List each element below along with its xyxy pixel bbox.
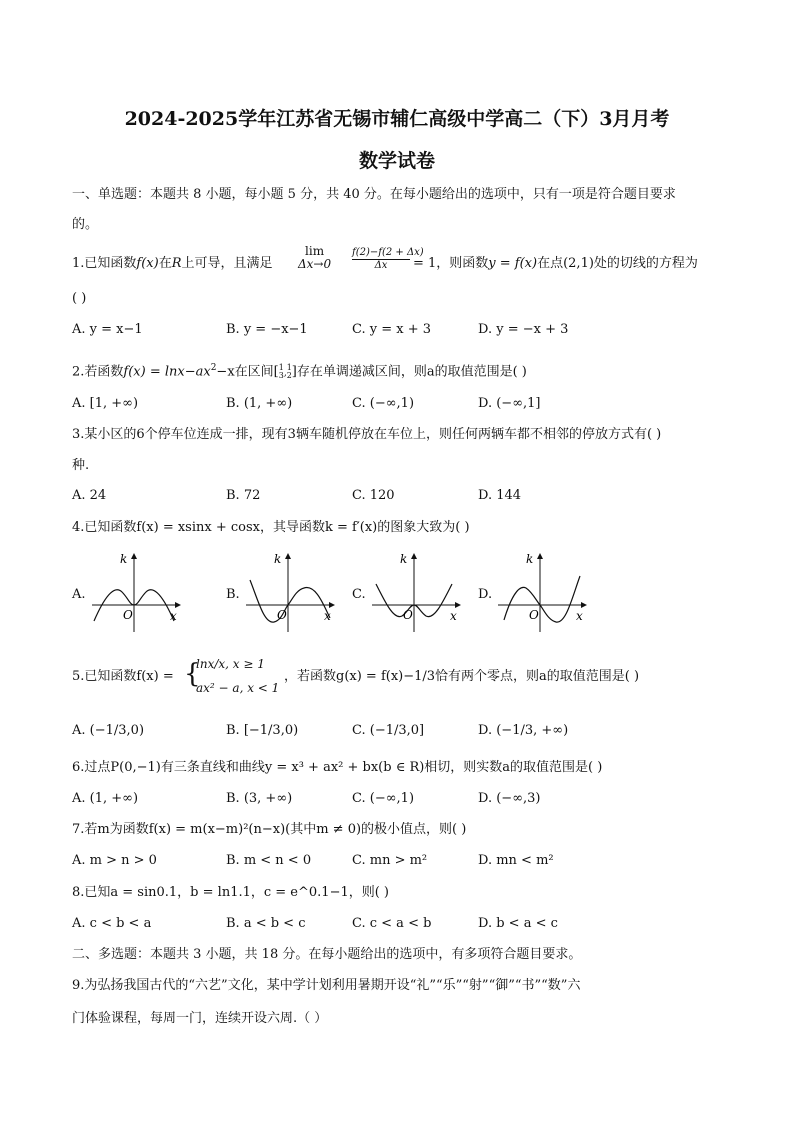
section1-heading-cont: 的。 [72,217,99,232]
q4-option-d-label: D. [478,587,493,602]
q2-option-d: D. (−∞,1] [478,396,541,411]
q8-option-a: A. c < b < a [72,916,152,931]
question-2: 2.若函数$f(x) = \ln x-ax^2-x$在区间[ 1 3 , 1 2 ]存在单调递减区间，则a的取值范围是( ) [72,362,527,380]
question-3: 3.某小区的6个停车位连成一排，现有3辆车随机停放在车位上，则任何两辆车都不相邻的停放方式有( ) [72,427,662,442]
question-9-cont: 门体验课程，每周一门，连续开设六周.（ ） [72,1011,328,1026]
q4-graph-c [370,548,466,634]
q4-graph-a [90,548,186,634]
q2-option-b: B. (1, +∞) [226,396,293,411]
q1-option-a: A. y = x−1 [72,322,143,337]
page-title: 2024-2025学年江苏省无锡市辅仁高级中学高二（下）3月月考 [124,108,670,130]
origin-label: O [403,608,413,622]
q3-option-c: C. 120 [352,488,395,503]
q4-option-b-label: B. [226,587,240,602]
q1-option-b: B. y = −x−1 [226,322,308,337]
question-3-cont: 种. [72,458,90,473]
origin-label: O [277,608,287,622]
q3-option-d: D. 144 [478,488,522,503]
q1-limit: lim Δx→0 [298,244,332,271]
question-4: 4.已知函数f(x) = xsinx + cosx，其导函数k = f′(x)的图象大致为( ) [72,520,470,535]
q5-case-1: lnx/x, x ≥ 1 [196,657,265,671]
q5-option-b: B. [−1/3,0) [226,723,299,738]
question-8: 8.已知a = sin0.1，b = ln1.1，c = e^0.1−1，则( ) [72,885,390,900]
axis-x-label: x [450,609,457,623]
q4-option-a-label: A. [72,587,86,602]
q8-option-b: B. a < b < c [226,916,306,931]
q7-option-a: A. m > n > 0 [72,853,157,868]
axis-k-label: k [120,552,128,566]
axis-x-label: x [170,609,177,623]
question-7: 7.若m为函数f(x) = m(x−m)²(n−x)(其中m ≠ 0)的极小值点，则( ) [72,822,467,837]
q1-fraction: f(2)−f(2 + Δx) Δx [352,247,424,271]
q4-graph-d [496,548,592,634]
origin-label: O [123,608,133,622]
q6-option-a: A. (1, +∞) [72,791,139,806]
section2-heading: 二、多选题：本题共 3 小题，共 18 分。在每小题给出的选项中，有多项符合题目要求。 [72,947,582,962]
axis-k-label: k [526,552,534,566]
q8-option-c: C. c < a < b [352,916,432,931]
page-subtitle: 数学试卷 [358,150,435,172]
q5-case-2: ax² − a, x < 1 [196,681,280,695]
q5-option-d: D. (−1/3, +∞) [478,723,569,738]
q2-option-a: A. [1, +∞) [72,396,139,411]
q5-tail: ，若函数g(x) = f(x)−1/3恰有两个零点，则a的取值范围是( ) [284,669,640,684]
axis-k-label: k [400,552,408,566]
q6-option-c: C. (−∞,1) [352,791,415,806]
q3-option-b: B. 72 [226,488,261,503]
q1-option-c: C. y = x + 3 [352,322,432,337]
q7-option-c: C. mn > m² [352,853,428,868]
q4-graph-b [244,548,340,634]
q3-option-a: A. 24 [72,488,107,503]
question-9: 9.为弘扬我国古代的“六艺”文化，某中学计划利用暑期开设“礼”“乐”“射”“御”“书”“数”六 [72,978,581,993]
section1-heading: 一、单选题：本题共 8 小题，每小题 5 分，共 40 分。在每小题给出的选项中，只有一项是符合题目要求 [72,187,676,202]
q6-option-b: B. (3, +∞) [226,791,293,806]
q5-option-a: A. (−1/3,0) [72,723,145,738]
q1-tail: = 1，则函数y = f(x)在点(2,1)处的切线的方程为 [413,256,698,271]
axis-x-label: x [576,609,583,623]
question-1: 1.已知函数f(x)在R上可导，且满足 [72,256,273,271]
q8-option-d: D. b < a < c [478,916,558,931]
question-6: 6.过点P(0,−1)有三条直线和曲线y = x³ + ax² + bx(b ∈ R)相切，则实数a的取值范围是( ) [72,760,603,775]
q4-option-c-label: C. [352,587,366,602]
q7-option-d: D. mn < m² [478,853,554,868]
axis-x-label: x [324,609,331,623]
q5-option-c: C. (−1/3,0] [352,723,425,738]
origin-label: O [529,608,539,622]
q1-answer-paren: ( ) [72,291,87,306]
q1-option-d: D. y = −x + 3 [478,322,569,337]
q5-brace: { [184,659,201,689]
question-5: 5.已知函数f(x) = [72,669,174,684]
q7-option-b: B. m < n < 0 [226,853,312,868]
q2-option-c: C. (−∞,1) [352,396,415,411]
q6-option-d: D. (−∞,3) [478,791,541,806]
axis-k-label: k [274,552,282,566]
